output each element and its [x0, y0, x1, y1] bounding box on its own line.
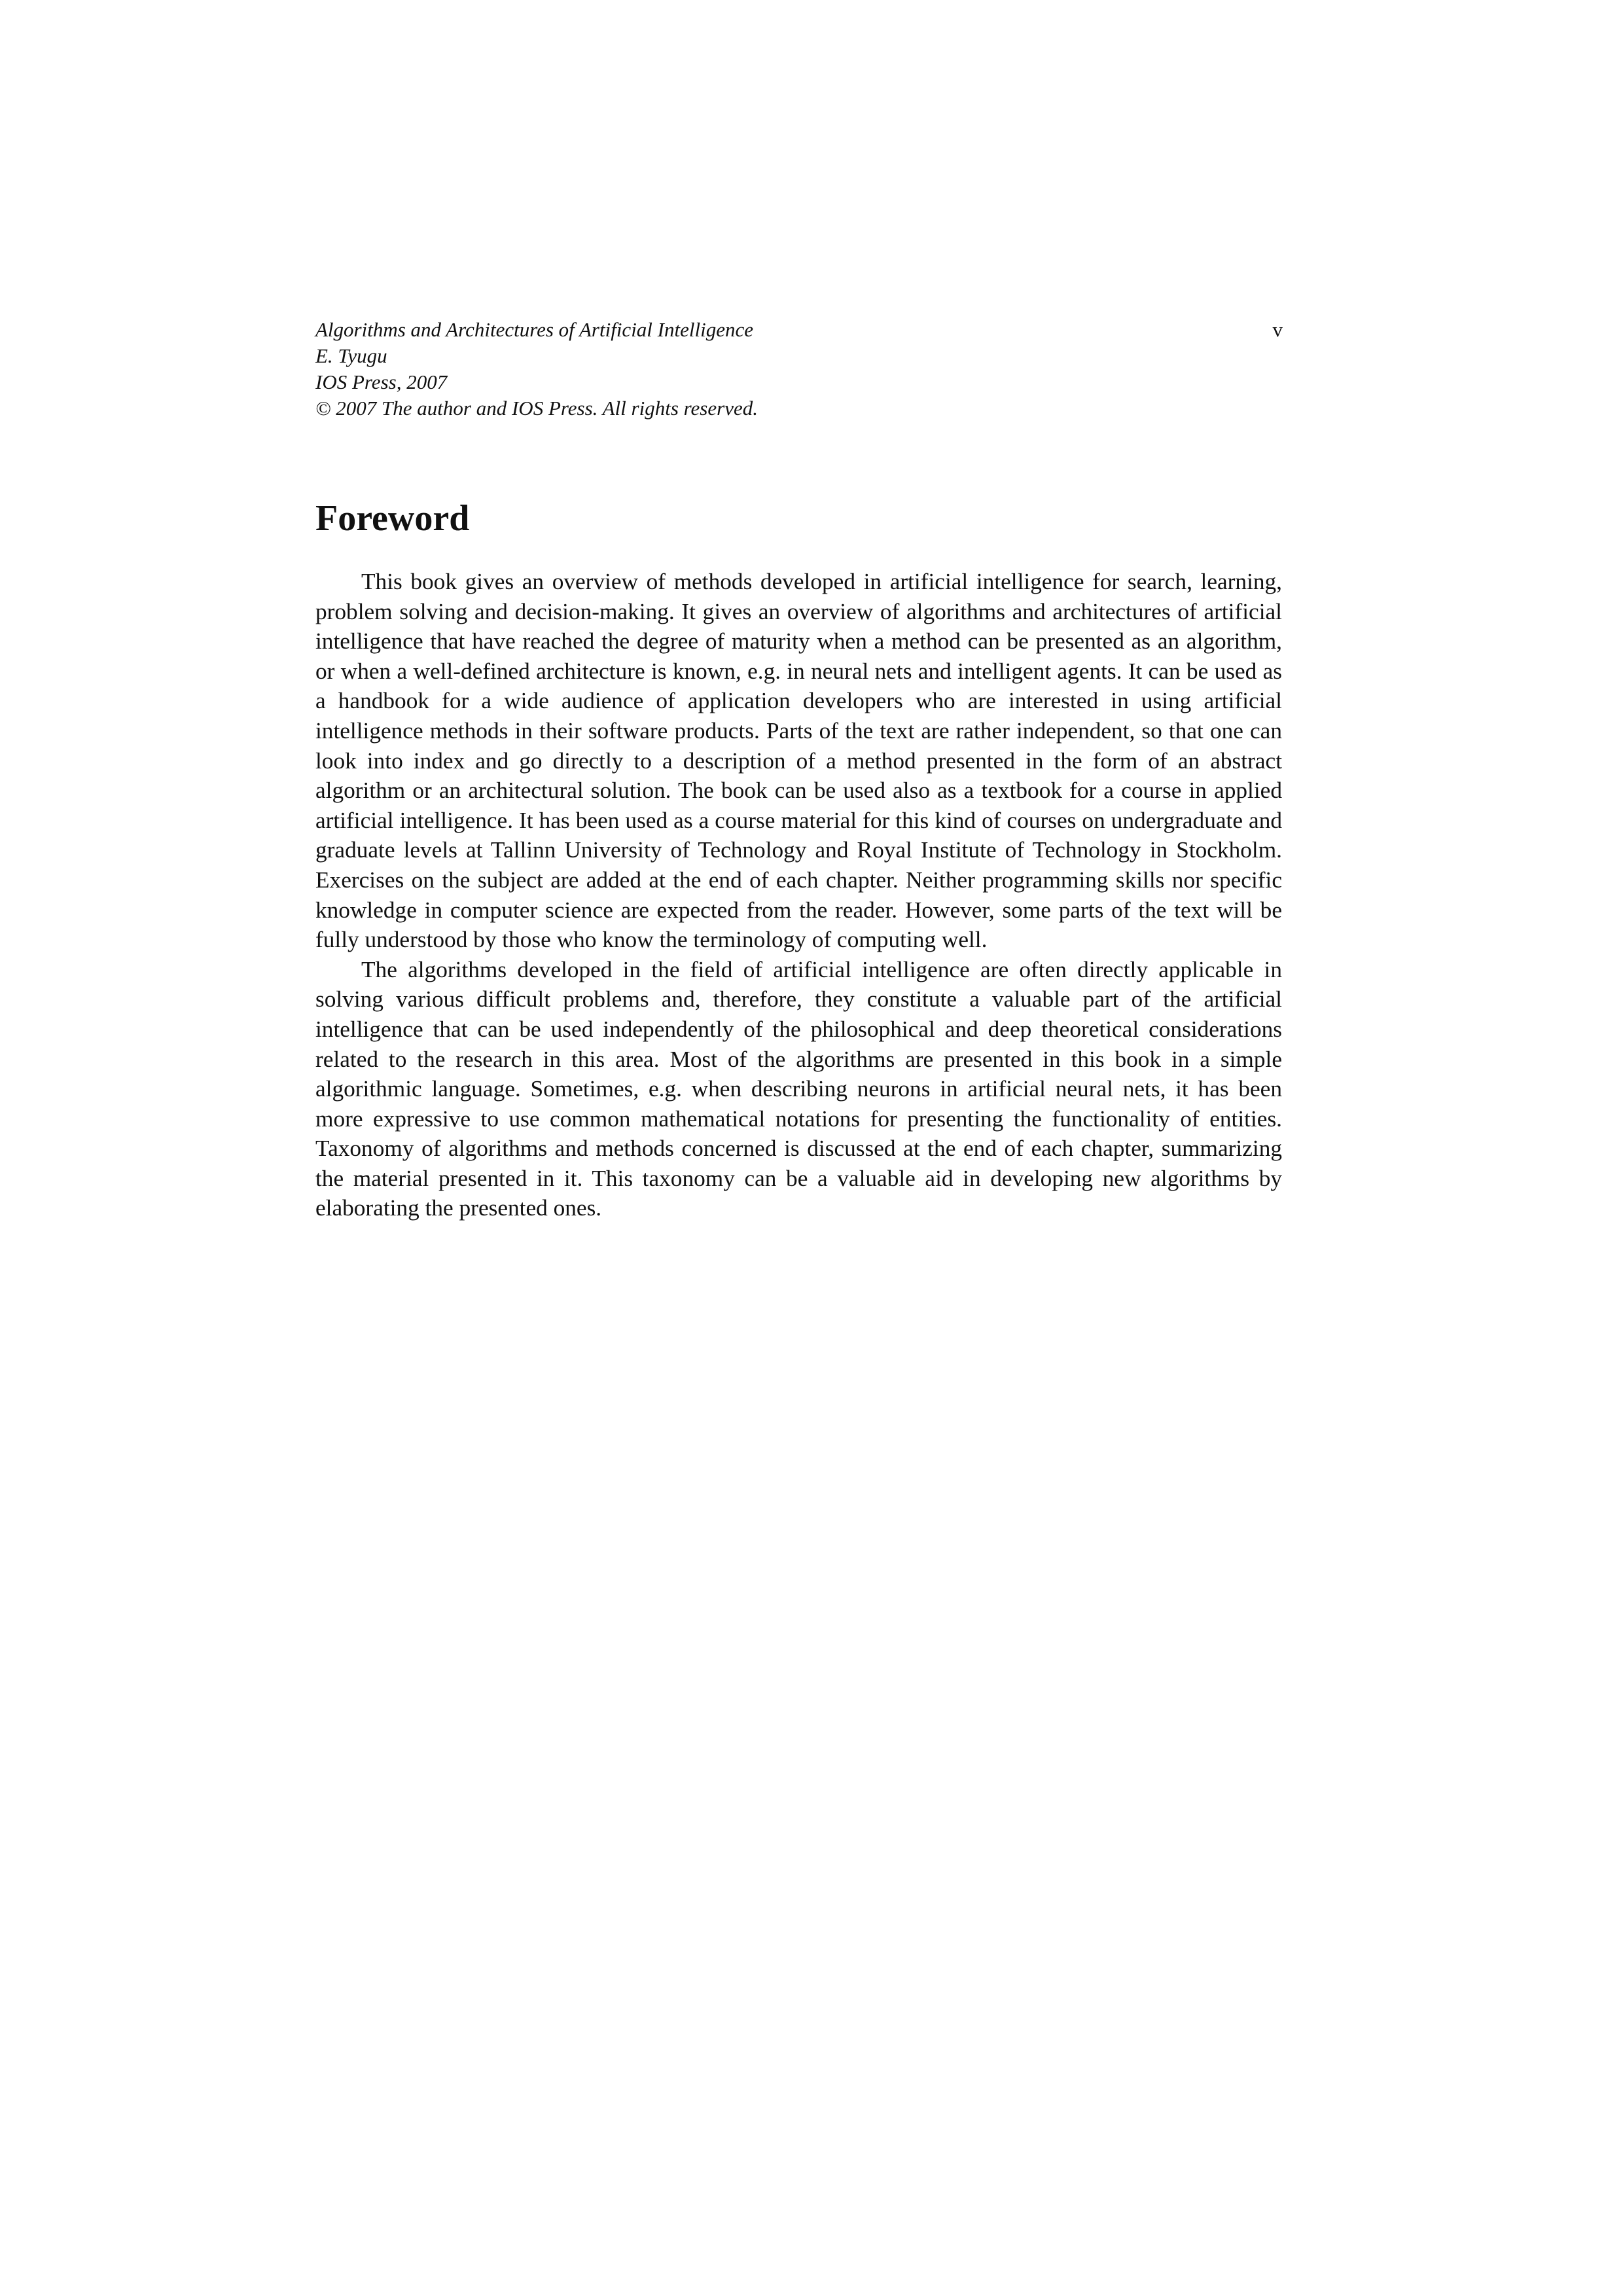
book-title: Algorithms and Architectures of Artificial Intelligence — [315, 318, 753, 341]
author: E. Tyugu — [315, 344, 387, 367]
chapter-title: Foreword — [315, 498, 470, 539]
page-number: v — [1272, 318, 1283, 341]
chapter-body — [315, 567, 1282, 1223]
copyright-notice: © 2007 The author and IOS Press. All rights reserved. — [315, 397, 758, 420]
publisher-year: IOS Press, 2007 — [315, 370, 448, 393]
running-head — [315, 317, 1284, 422]
paragraph: The algorithms developed in the field of artificial intelligence are often directly applicable in solving various difficult problems and, therefore, they constitute a valuable part of the artificial intelligence that can be used independently of the philosophical and deep theoretical considerations related to the research in this area. Most of the algorithms are presented in this book in a simple algorithmic language. Sometimes, e.g. when describing neurons in artificial neural nets, it has been more expressive to use common mathematical notations for presenting the functionality of entities. Taxonomy of algorithms and methods concerned is discussed at the end of each chapter, summarizing the material presented in it. This taxonomy can be a valuable aid in developing new algorithms by elaborating the presented ones. — [315, 956, 1282, 1221]
paragraph: This book gives an overview of methods developed in artificial intelligence for search, learning, problem solving and decision-making. It gives an overview of algorithms and architectures of artificial intelligence that have reached the degree of maturity when a method can be presented as an algorithm, or when a well-defined architecture is known, e.g. in neural nets and intelligent agents. It can be used as a handbook for a wide audience of application developers who are interested in using artificial intelligence methods in their software products. Parts of the text are rather independent, so that one can look into index and go directly to a description of a method presented in the form of an abstract algorithm or an architectural solution. The book can be used also as a textbook for a course in applied artificial intelligence. It has been used as a course material for this kind of courses on undergraduate and graduate levels at Tallinn University of Technology and Royal Institute of Technology in Stockholm. Exercises on the subject are added at the end of each chapter. Neither programming skills nor specific knowledge in computer science are expected from the reader. However, some parts of the text will be fully understood by those who know the terminology of computing well. — [315, 569, 1282, 953]
